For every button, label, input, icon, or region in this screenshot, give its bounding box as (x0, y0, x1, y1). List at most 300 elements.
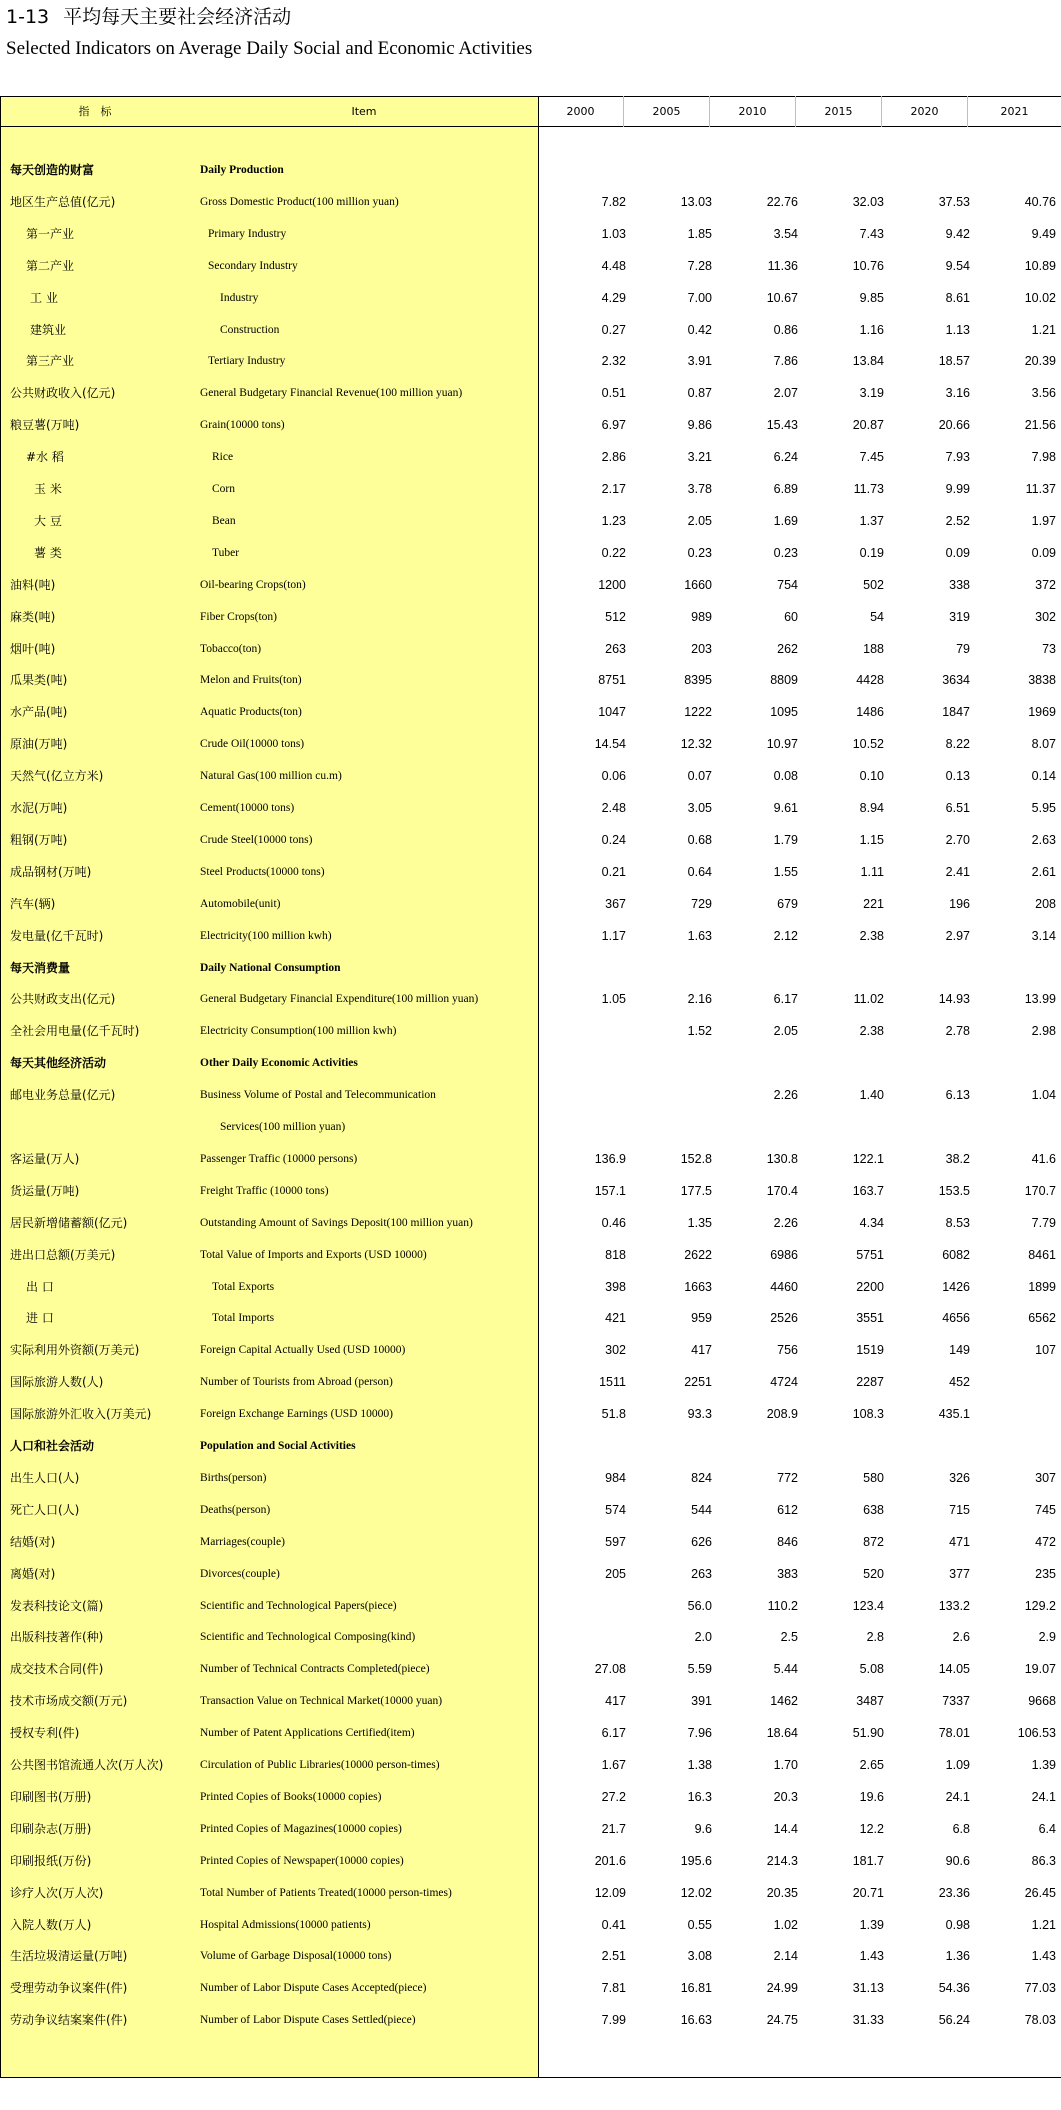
table-row (0, 696, 1061, 728)
title-zh-line (6, 4, 532, 30)
value-2010: 10.67 (766, 290, 798, 305)
value-2000: 1511 (599, 1375, 626, 1390)
value-2010: 6.24 (773, 450, 798, 465)
value-2020: 56.24 (938, 2013, 970, 2028)
value-2000: 0.46 (601, 1215, 626, 1230)
item-en: Primary Industry (208, 227, 287, 240)
value-2021: 235 (1035, 1566, 1056, 1581)
value-2021: 1899 (1028, 1279, 1056, 1294)
value-2015 (804, 1430, 884, 1462)
value-2021: 10.89 (1024, 258, 1056, 273)
value-2021: 8.07 (1031, 737, 1056, 752)
value-2000: 6.97 (601, 418, 626, 433)
title-zh: 平均每天主要社会经济活动 (63, 6, 292, 28)
item-en: Gross Domestic Product(100 million yuan) (200, 195, 399, 208)
value-2020: 2.97 (945, 928, 970, 943)
indicator-zh: 劳动争议结案案件(件) (10, 2013, 128, 2028)
indicator-zh: 成交技术合同(件) (10, 1662, 104, 1677)
value-2015: 4.34 (859, 1215, 884, 1230)
value-2020: 78.01 (938, 1726, 970, 1741)
value-2020: 18.57 (938, 354, 970, 369)
data-table (0, 96, 1061, 2078)
header-year: 2010 (738, 105, 767, 118)
table-row (0, 1845, 1061, 1877)
value-2015: 108.3 (852, 1407, 884, 1422)
table-row (0, 1462, 1061, 1494)
indicator-zh: 原油(万吨) (10, 737, 68, 752)
table-row (0, 1621, 1061, 1653)
value-2020: 1426 (942, 1279, 970, 1294)
value-2021: 1.39 (1031, 1758, 1056, 1772)
value-2021: 11.37 (1025, 482, 1056, 496)
value-2005: 3.08 (687, 1949, 712, 1964)
header-year: 2005 (652, 105, 681, 118)
value-2005: 7.00 (687, 290, 712, 305)
value-2015: 51.90 (852, 1726, 884, 1741)
indicator-zh: 客运量(万人) (10, 1151, 80, 1166)
value-2020: 0.13 (945, 769, 970, 784)
table-row (0, 633, 1061, 665)
table-row (0, 1494, 1061, 1526)
value-2005: 729 (691, 896, 712, 911)
item-en: Construction (220, 323, 280, 336)
value-2015: 7.43 (859, 226, 884, 241)
indicator-zh: 瓜果类(吨) (10, 673, 68, 688)
value-2020: 0.98 (945, 1917, 970, 1932)
item-en: General Budgetary Financial Expenditure(100 million yuan) (200, 993, 479, 1006)
item-en: Printed Copies of Newspaper(10000 copies) (200, 1854, 404, 1867)
item-en: Steel Products(10000 tons) (200, 865, 325, 878)
value-2020: 8.61 (945, 290, 970, 305)
indicator-zh: 出 口 (26, 1279, 54, 1294)
header-indicator: 指 标 (78, 105, 112, 118)
value-2021: 302 (1035, 609, 1056, 624)
item-en: Total Value of Imports and Exports (USD 10000) (200, 1248, 427, 1261)
item-en: Hospital Admissions(10000 patients) (200, 1918, 371, 1931)
item-en: Crude Oil(10000 tons) (200, 738, 305, 751)
value-2020: 2.52 (945, 513, 970, 528)
value-2010: 2.5 (780, 1630, 798, 1645)
value-2010 (718, 154, 798, 186)
value-2015: 20.71 (852, 1885, 884, 1900)
item-en: Tuber (212, 546, 240, 559)
value-2000: 7.81 (601, 1981, 626, 1996)
item-en: Freight Traffic (10000 tons) (200, 1184, 329, 1197)
indicator-zh: 货运量(万吨) (10, 1183, 80, 1198)
table-row (0, 441, 1061, 473)
value-2021: 0.09 (1031, 545, 1056, 560)
value-2015: 9.85 (859, 290, 884, 305)
value-2000: 1.05 (601, 992, 626, 1007)
item-en: Oil-bearing Crops(ton) (200, 578, 306, 591)
value-2005: 2251 (684, 1375, 712, 1390)
value-2005: 263 (691, 1566, 712, 1581)
value-2005: 1663 (684, 1279, 712, 1294)
value-2020: 3634 (942, 673, 970, 688)
value-2000: 574 (605, 1502, 626, 1517)
table-row (0, 1398, 1061, 1430)
item-en: Number of Technical Contracts Completed(piece) (200, 1663, 430, 1676)
item-en: Marriages(couple) (200, 1535, 285, 1548)
value-2010: 2.12 (773, 928, 798, 943)
value-2010: 4724 (770, 1375, 798, 1390)
value-2015: 5.08 (859, 1662, 884, 1677)
value-2021: 77.03 (1024, 1981, 1056, 1996)
item-en: Electricity Consumption(100 million kwh) (200, 1025, 397, 1038)
value-2020: 4656 (942, 1311, 970, 1326)
value-2010: 6.17 (773, 992, 798, 1007)
title-en: Selected Indicators on Average Daily Social and Economic Activities (6, 38, 533, 59)
value-2010: 15.43 (766, 418, 798, 433)
value-2020: 319 (949, 609, 970, 624)
value-2005: 1.35 (687, 1215, 712, 1230)
table-row (0, 1207, 1061, 1239)
value-2015: 502 (863, 577, 884, 592)
item-en: Total Imports (212, 1312, 275, 1325)
value-2015: 54 (870, 609, 884, 624)
value-2005: 3.21 (687, 450, 712, 465)
table-row (0, 664, 1061, 696)
value-2005: 56.0 (687, 1598, 712, 1613)
value-2000: 14.54 (594, 737, 626, 752)
value-2010: 110.2 (767, 1598, 798, 1613)
value-2010 (718, 1111, 798, 1143)
item-en: Number of Labor Dispute Cases Settled(piece) (200, 2014, 416, 2027)
value-2000: 2.17 (601, 482, 626, 496)
value-2015: 19.6 (859, 1789, 884, 1804)
item-en: Total Number of Patients Treated(10000 person-times) (200, 1886, 452, 1899)
value-2015: 20.87 (852, 418, 884, 433)
value-2010: 9.61 (773, 801, 798, 815)
table-row (0, 1334, 1061, 1366)
value-2021: 1.97 (1031, 513, 1056, 528)
value-2005: 7.28 (687, 258, 712, 273)
value-2005: 3.78 (687, 482, 712, 496)
value-2020: 6.13 (945, 1088, 970, 1103)
value-2005: 12.02 (680, 1885, 712, 1900)
indicator-zh: 授权专利(件) (10, 1726, 80, 1741)
indicator-zh: 水产品(吨) (10, 705, 68, 720)
value-2021: 106.53 (1017, 1726, 1056, 1741)
value-2010 (718, 1430, 798, 1462)
value-2000: 6.17 (601, 1726, 626, 1741)
value-2015: 123.4 (852, 1598, 884, 1613)
value-2010: 10.97 (766, 737, 798, 752)
value-2020: 435.1 (938, 1407, 970, 1422)
value-2010: 6.89 (773, 482, 798, 496)
table-row (0, 920, 1061, 952)
value-2021: 307 (1035, 1470, 1056, 1485)
value-2021: 1.43 (1031, 1949, 1056, 1964)
indicator-zh: 国际旅游人数(人) (10, 1375, 104, 1390)
item-en: Automobile(unit) (200, 897, 281, 910)
value-2000: 157.1 (594, 1183, 626, 1198)
value-2000 (546, 1430, 626, 1462)
value-2005: 177.5 (680, 1183, 712, 1198)
indicator-zh: 工 业 (30, 290, 58, 305)
value-2005: 0.87 (687, 386, 712, 401)
value-2020: 0.09 (945, 545, 970, 560)
table-row (0, 250, 1061, 282)
page-header (6, 4, 532, 62)
item-en: Population and Social Activities (200, 1440, 356, 1452)
indicator-zh: 邮电业务总量(亿元) (10, 1088, 116, 1103)
value-2000 (546, 1590, 626, 1622)
value-2005: 3.05 (687, 801, 712, 815)
value-2010: 1462 (770, 1694, 798, 1709)
table-row (0, 1175, 1061, 1207)
table-row (0, 1940, 1061, 1972)
indicator-zh: 印刷图书(万册) (10, 1789, 92, 1804)
indicator-zh: 公共财政收入(亿元) (10, 386, 116, 401)
value-2015: 12.2 (859, 1821, 884, 1836)
value-2005: 9.6 (694, 1821, 712, 1836)
item-en: Tobacco(ton) (200, 642, 262, 655)
value-2015: 2.38 (859, 1024, 884, 1039)
value-2015: 32.03 (852, 194, 884, 209)
value-2021: 2.63 (1031, 832, 1056, 847)
value-2010: 18.64 (766, 1726, 798, 1741)
value-2010: 130.8 (766, 1151, 798, 1166)
value-2005: 8395 (684, 673, 712, 688)
value-2021: 5.95 (1031, 801, 1056, 815)
header-item: Item (351, 105, 377, 118)
value-2021 (976, 952, 1056, 984)
value-2010 (718, 952, 798, 984)
value-2021 (976, 1430, 1056, 1462)
value-2020: 23.36 (938, 1885, 970, 1900)
item-en: Printed Copies of Magazines(10000 copies) (200, 1822, 402, 1835)
value-2000: 984 (605, 1470, 626, 1485)
value-2020: 8.53 (945, 1215, 970, 1230)
value-2005: 417 (691, 1343, 712, 1358)
value-2020: 1.36 (945, 1949, 970, 1964)
value-2010: 612 (777, 1502, 798, 1517)
item-en: Electricity(100 million kwh) (200, 929, 332, 942)
value-2000: 0.24 (601, 832, 626, 847)
value-2000: 263 (605, 641, 626, 656)
table-row (0, 1111, 1061, 1143)
value-2020: 7337 (942, 1694, 970, 1709)
table-row (0, 314, 1061, 346)
value-2000: 201.6 (594, 1853, 626, 1868)
value-2015: 122.1 (852, 1151, 884, 1166)
value-2005: 626 (691, 1534, 712, 1549)
value-2020: 7.93 (945, 450, 970, 465)
value-2015: 11.73 (853, 482, 884, 496)
value-2015: 1.43 (859, 1949, 884, 1964)
value-2020: 90.6 (945, 1853, 970, 1868)
table-row (0, 282, 1061, 314)
indicator-zh: 进 口 (26, 1311, 54, 1326)
table-row (0, 983, 1061, 1015)
value-2005 (632, 1111, 712, 1143)
value-2005 (632, 1079, 712, 1111)
value-2021 (976, 154, 1056, 186)
value-2000: 7.99 (601, 2013, 626, 2028)
table-row (0, 1526, 1061, 1558)
value-2015: 1.37 (859, 513, 884, 528)
value-2000: 1.03 (601, 226, 626, 241)
indicator-zh: 入院人数(万人) (10, 1917, 92, 1932)
item-en: Aquatic Products(ton) (200, 706, 302, 719)
value-2000: 4.48 (601, 258, 626, 273)
value-2000: 597 (605, 1534, 626, 1549)
value-2021 (976, 1047, 1056, 1079)
value-2015: 1.40 (859, 1088, 884, 1103)
indicator-zh: 结婚(对) (10, 1534, 56, 1549)
table-row (0, 760, 1061, 792)
item-en: Cement(10000 tons) (200, 802, 295, 814)
value-2015: 0.19 (859, 545, 884, 560)
value-2015 (804, 1047, 884, 1079)
value-2020: 715 (949, 1502, 970, 1517)
value-2000: 0.27 (601, 322, 626, 337)
indicator-zh: 技术市场成交额(万元) (10, 1694, 128, 1709)
table-row (0, 1239, 1061, 1271)
value-2000: 512 (605, 609, 626, 624)
indicator-zh: 天然气(亿立方米) (10, 769, 104, 784)
value-2000 (546, 1111, 626, 1143)
table-row (0, 1558, 1061, 1590)
value-2015: 2287 (856, 1375, 884, 1390)
table-row (0, 792, 1061, 824)
value-2000: 2.86 (601, 450, 626, 465)
table-row (0, 1143, 1061, 1175)
value-2015: 1486 (856, 705, 884, 720)
item-en: Services(100 million yuan) (220, 1121, 346, 1133)
value-2000: 8751 (598, 673, 626, 688)
table-row (0, 537, 1061, 569)
value-2010: 2.14 (773, 1949, 798, 1964)
value-2021: 6562 (1028, 1311, 1056, 1326)
indicator-zh: 生活垃圾清运量(万吨) (10, 1949, 128, 1964)
value-2005: 0.42 (687, 322, 712, 337)
value-2010: 0.08 (773, 769, 798, 784)
item-en: Other Daily Economic Activities (200, 1057, 358, 1070)
item-en: Daily Production (200, 164, 284, 176)
value-2005: 3.91 (687, 354, 712, 369)
indicator-zh: 第一产业 (26, 226, 75, 241)
item-en: Outstanding Amount of Savings Deposit(100 million yuan) (200, 1216, 473, 1229)
value-2010: 756 (777, 1343, 798, 1358)
value-2021: 26.45 (1024, 1885, 1056, 1900)
value-2015: 163.7 (852, 1183, 884, 1198)
indicator-zh: 进出口总额(万美元) (10, 1247, 116, 1262)
value-2021: 472 (1035, 1534, 1056, 1549)
value-2005: 13.03 (680, 194, 712, 209)
value-2020: 153.5 (938, 1183, 970, 1198)
value-2020: 9.42 (945, 226, 970, 241)
value-2005: 16.3 (687, 1789, 712, 1804)
value-2010: 5.44 (773, 1662, 798, 1677)
value-2005: 391 (691, 1694, 712, 1709)
table-bottom-rule (0, 2077, 1061, 2078)
table-row (0, 345, 1061, 377)
value-2021: 7.79 (1031, 1215, 1056, 1230)
value-2010: 11.36 (767, 258, 798, 273)
value-2000: 818 (605, 1247, 626, 1262)
value-2015: 11.02 (853, 992, 884, 1007)
value-2010: 1.02 (773, 1917, 798, 1932)
header-year: 2000 (566, 105, 595, 118)
table-row (0, 1271, 1061, 1303)
value-2000: 0.51 (601, 386, 626, 401)
value-2020 (890, 952, 970, 984)
value-2015: 3.19 (859, 386, 884, 401)
indicator-zh: 麻类(吨) (10, 609, 56, 624)
value-2000: 1.23 (601, 513, 626, 528)
value-2000: 27.2 (601, 1789, 626, 1804)
indicator-zh: 受理劳动争议案件(件) (10, 1981, 128, 1996)
indicator-zh: 发表科技论文(篇) (10, 1598, 104, 1613)
value-2020: 6.8 (952, 1821, 970, 1836)
item-en: Passenger Traffic (10000 persons) (200, 1152, 358, 1165)
value-2010: 20.35 (766, 1885, 798, 1900)
item-en: Bean (212, 514, 236, 527)
value-2005: 959 (691, 1311, 712, 1326)
item-en: Number of Patent Applications Certified(item) (200, 1727, 415, 1740)
value-2020: 2.78 (945, 1024, 970, 1039)
indicator-zh: 薯 类 (34, 545, 62, 560)
value-2015: 4428 (856, 673, 884, 688)
value-2000: 0.41 (601, 1917, 626, 1932)
indicator-zh: 粮豆薯(万吨) (10, 418, 80, 433)
value-2015: 1.15 (859, 832, 884, 847)
value-2000: 0.21 (601, 864, 626, 879)
item-en: Business Volume of Postal and Telecommunication (200, 1089, 436, 1102)
section-header-row (0, 1047, 1061, 1079)
value-2021: 9.49 (1031, 226, 1056, 241)
value-2005: 1.38 (687, 1758, 712, 1772)
value-2010: 2.07 (773, 386, 798, 401)
indicator-zh: 汽车(辆) (10, 896, 56, 911)
indicator-zh: 出生人口(人) (10, 1470, 80, 1485)
value-2020: 377 (949, 1566, 970, 1581)
table-row (0, 1079, 1061, 1111)
table-row (0, 1909, 1061, 1941)
value-2015: 188 (863, 641, 884, 656)
table-row (0, 1685, 1061, 1717)
table-row (0, 409, 1061, 441)
value-2020: 2.6 (952, 1630, 970, 1645)
value-2010: 1095 (770, 705, 798, 720)
value-2010: 0.86 (773, 322, 798, 337)
item-en: Corn (212, 483, 235, 495)
value-2010: 1.70 (773, 1758, 798, 1772)
value-2000: 2.51 (601, 1949, 626, 1964)
indicator-zh: 油料(吨) (10, 577, 56, 592)
item-en: Foreign Exchange Earnings (USD 10000) (200, 1408, 393, 1421)
value-2005: 1222 (684, 705, 712, 720)
table-row (0, 218, 1061, 250)
value-2015: 1.39 (859, 1917, 884, 1932)
value-2020: 38.2 (945, 1151, 970, 1166)
value-2021: 3.56 (1031, 386, 1056, 401)
value-2010: 4460 (770, 1279, 798, 1294)
value-2010: 2526 (770, 1311, 798, 1326)
table-row (0, 888, 1061, 920)
indicator-zh: 公共图书馆流通人次(万人次) (10, 1758, 164, 1772)
header-year: 2020 (910, 105, 939, 118)
value-2015: 31.33 (852, 2013, 884, 2028)
item-en: Divorces(couple) (200, 1567, 280, 1580)
value-2021: 19.07 (1024, 1662, 1056, 1677)
indicator-zh: 玉 米 (34, 482, 62, 496)
value-2010: 772 (777, 1470, 798, 1485)
indicator-zh: 第三产业 (26, 354, 75, 369)
indicator-zh: 人口和社会活动 (10, 1439, 95, 1453)
